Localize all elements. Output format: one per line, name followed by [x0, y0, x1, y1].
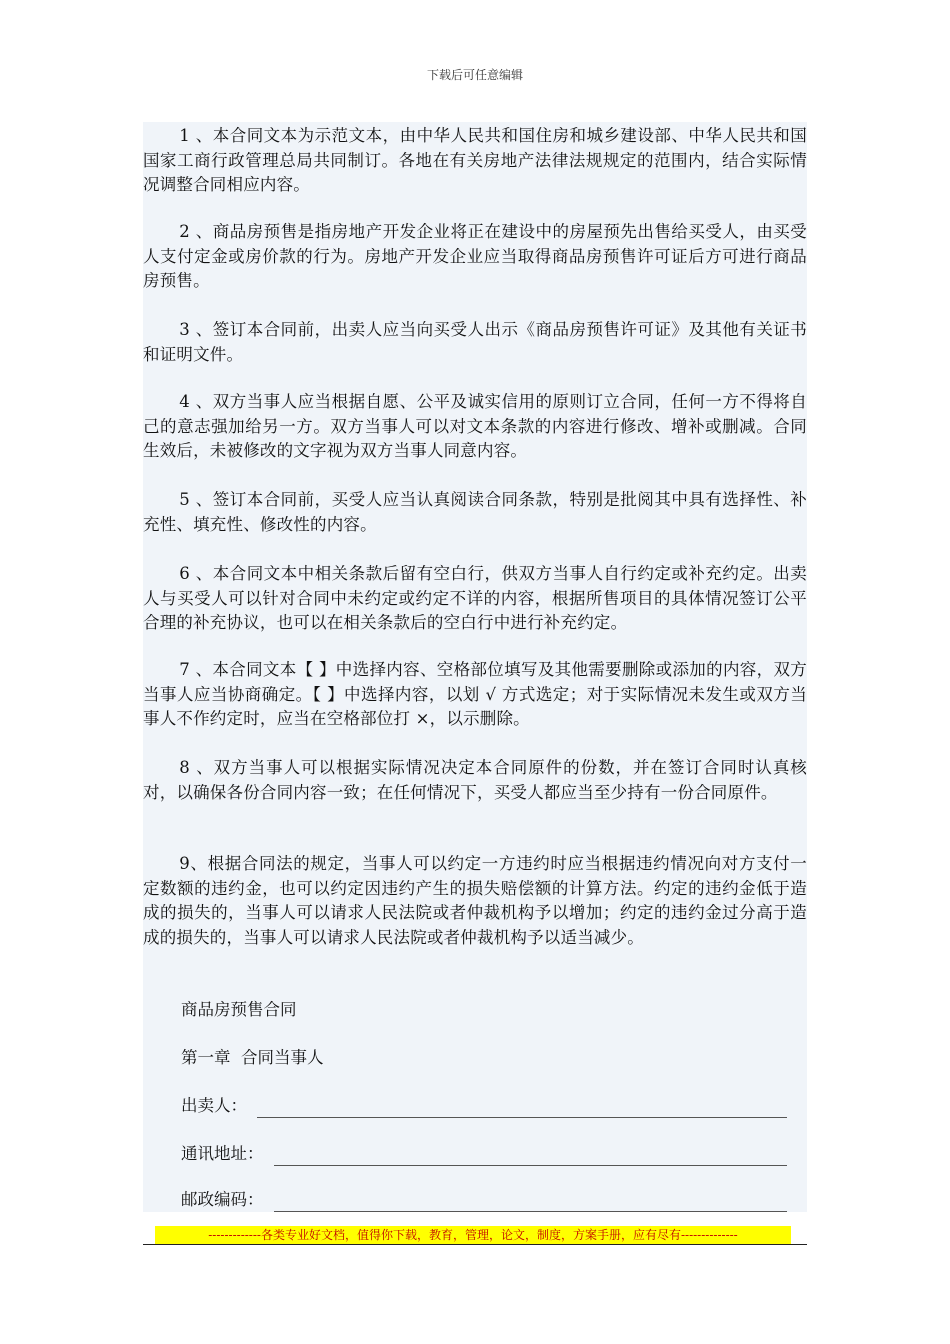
note-paragraph-3: 3 、签订本合同前，出卖人应当向买受人出示《商品房预售许可证》及其他有关证书和证明文件。: [143, 320, 807, 364]
contract-title: 商品房预售合同: [181, 1000, 297, 1019]
chapter-title: 第一章 合同当事人: [181, 1048, 324, 1067]
seller-label: 出卖人：: [181, 1096, 247, 1115]
note-paragraph-5: 5 、签订本合同前，买受人应当认真阅读合同条款，特别是批阅其中具有选择性、补充性、填充性、修改性的内容。: [143, 490, 807, 534]
note-paragraph-8: 8 、双方当事人可以根据实际情况决定本合同原件的份数，并在签订合同时认真核对，以确保各份合同内容一致；在任何情况下，买受人都应当至少持有一份合同原件。: [143, 758, 807, 802]
footer-banner: -------------各类专业好文档，值得你下载，教育，管理，论文，制度，方案手册，应有尽有--------------: [155, 1226, 791, 1244]
postal-code-label: 邮政编码：: [181, 1190, 264, 1209]
seller-input-line[interactable]: [257, 1099, 787, 1118]
address-field: [181, 1142, 787, 1166]
note-paragraph-7: 7 、本合同文本【 】中选择内容、空格部位填写及其他需要删除或添加的内容，双方当事人应当协商确定。【 】中选择内容，以划 √ 方式选定；对于实际情况未发生或双方当事人不作约定时，应当在空格部位打 ×，以示删除。: [143, 660, 807, 728]
note-paragraph-1: 1 、本合同文本为示范文本，由中华人民共和国住房和城乡建设部、中华人民共和国国家工商行政管理总局共同制订。各地在有关房地产法律法规规定的范围内，结合实际情况调整合同相应内容。: [143, 126, 807, 194]
address-input-line[interactable]: [274, 1147, 788, 1166]
note-paragraph-4: 4 、双方当事人应当根据自愿、公平及诚实信用的原则订立合同，任何一方不得将自己的意志强加给另一方。双方当事人可以对文本条款的内容进行修改、增补或删减。合同生效后，未被修改的文字视为双方当事人同意内容。: [143, 392, 807, 460]
seller-field: [181, 1094, 787, 1118]
footer-divider: [143, 1244, 807, 1245]
note-paragraph-9: 9、根据合同法的规定，当事人可以约定一方违约时应当根据违约情况向对方支付一定数额的违约金，也可以约定因违约产生的损失赔偿额的计算方法。约定的违约金低于造成的损失的，当事人可以请求人民法院或者仲裁机构予以增加；约定的违约金过分高于造成的损失的，当事人可以请求人民法院或者仲裁机构予以适当减少。: [143, 854, 807, 947]
postal-code-input-line[interactable]: [274, 1193, 788, 1212]
note-paragraph-2: 2 、商品房预售是指房地产开发企业将正在建设中的房屋预先出售给买受人，由买受人支付定金或房价款的行为。房地产开发企业应当取得商品房预售许可证后方可进行商品房预售。: [143, 222, 807, 290]
postal-code-field: [181, 1188, 787, 1212]
note-paragraph-6: 6 、本合同文本中相关条款后留有空白行，供双方当事人自行约定或补充约定。出卖人与买受人可以针对合同中未约定或约定不详的内容，根据所售项目的具体情况签订公平合理的补充协议，也可以在相关条款后的空白行中进行补充约定。: [143, 564, 807, 632]
page-header: 下载后可任意编辑: [426, 68, 523, 82]
address-label: 通讯地址：: [181, 1144, 264, 1163]
